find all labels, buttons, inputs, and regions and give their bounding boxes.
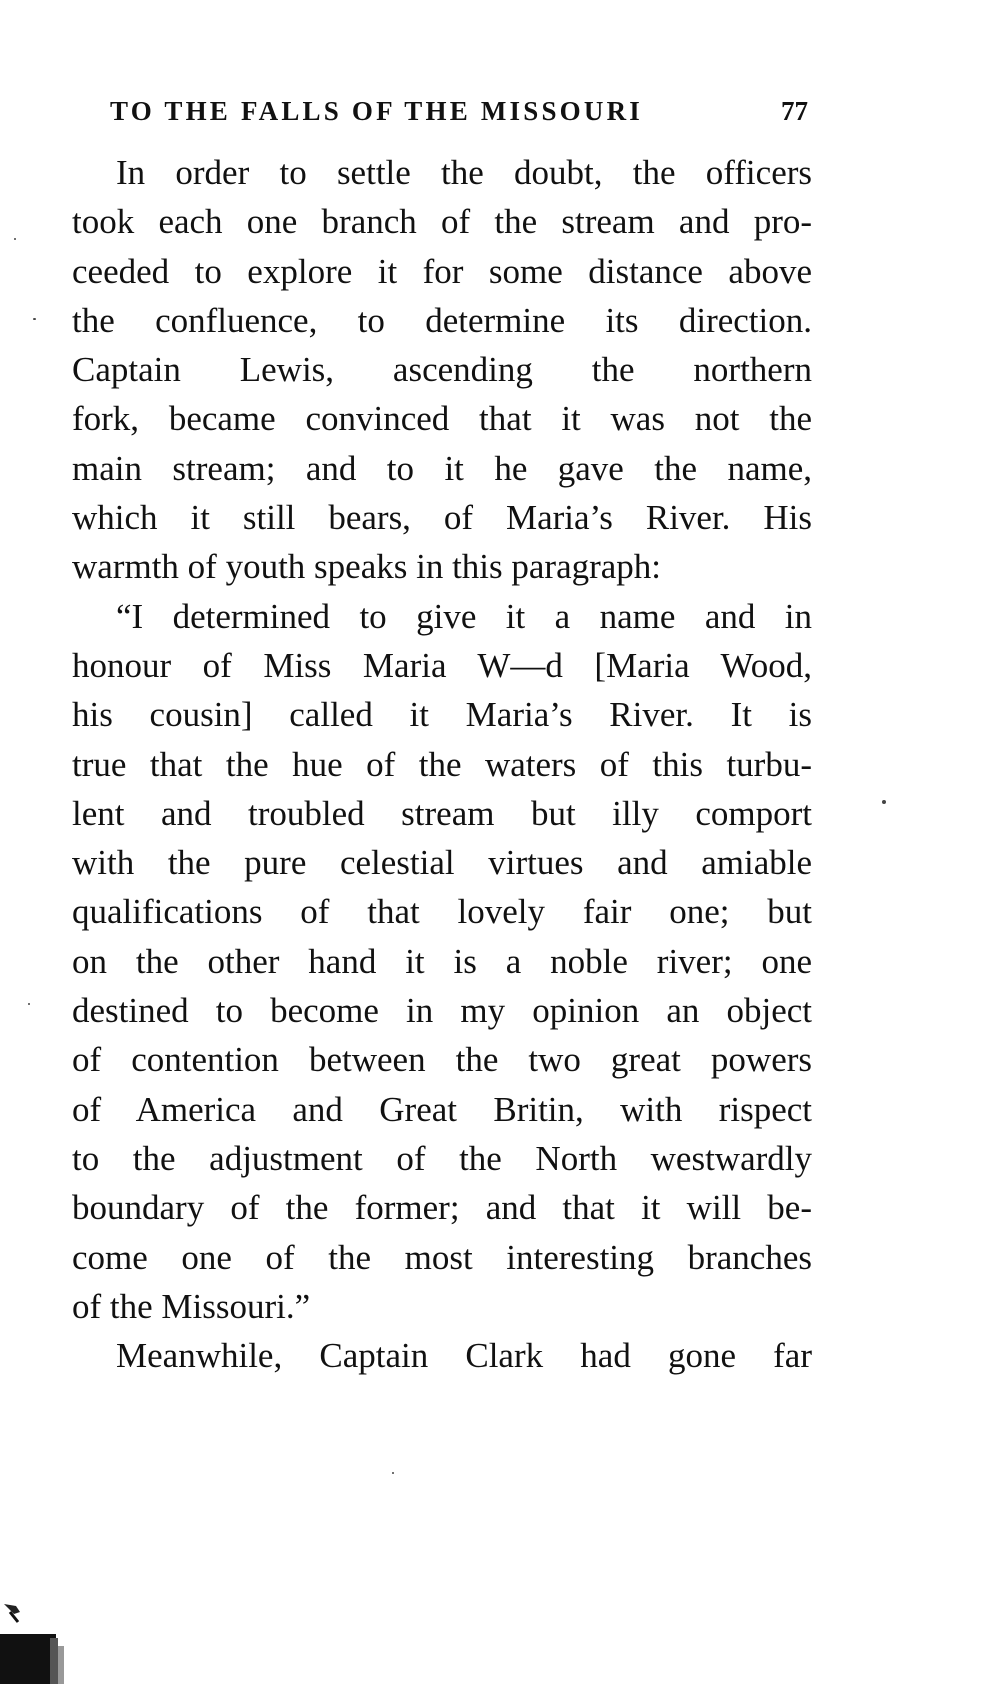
text-line-2: took each one branch of the stream and pro- <box>72 202 812 242</box>
text-line-18: destined to become in my opinion an object <box>72 991 812 1031</box>
body-text <box>72 148 812 1380</box>
text-line-8: which it still bears, of Maria’s River. His <box>72 498 812 538</box>
text-line-12: his cousin] called it Maria’s River. It is <box>72 695 812 735</box>
page-number: 77 <box>781 96 808 126</box>
scan-edge-artifact <box>0 1598 70 1684</box>
text-line-25: Meanwhile, Captain Clark had gone far <box>116 1336 812 1376</box>
text-line-16: qualifications of that lovely fair one; but <box>72 892 812 932</box>
text-line-20: of America and Great Britin, with rispect <box>72 1089 812 1129</box>
text-line-7: main stream; and to it he gave the name, <box>72 448 812 488</box>
scan-speck <box>882 800 886 804</box>
text-line-6: fork, became convinced that it was not the <box>72 399 812 439</box>
text-line-1: In order to settle the doubt, the officers <box>116 153 812 192</box>
text-line-24: of the Missouri.” <box>72 1286 311 1326</box>
text-line-17: on the other hand it is a noble river; one <box>72 941 812 981</box>
text-line-3: ceeded to explore it for some distance above <box>72 251 812 291</box>
text-line-9: warmth of youth speaks in this paragraph: <box>72 547 662 587</box>
text-line-22: boundary of the former; and that it will be- <box>72 1188 812 1228</box>
text-line-10: “I determined to give it a name and in <box>116 596 812 636</box>
scan-speck <box>33 318 36 320</box>
running-head-title: TO THE FALLS OF THE MISSOURI <box>110 96 643 126</box>
text-line-14: lent and troubled stream but illy comport <box>72 793 812 833</box>
scan-speck <box>14 238 16 240</box>
text-line-15: with the pure celestial virtues and amiable <box>72 843 812 883</box>
scan-speck <box>28 1003 30 1005</box>
running-head <box>110 96 810 136</box>
text-line-19: of contention between the two great powers <box>72 1040 812 1080</box>
text-line-23: come one of the most interesting branches <box>72 1237 812 1277</box>
text-line-21: to the adjustment of the North westwardly <box>72 1138 812 1178</box>
text-line-4: the confluence, to determine its direction. <box>72 300 812 340</box>
text-line-5: Captain Lewis, ascending the northern <box>72 350 812 390</box>
text-line-11: honour of Miss Maria W—d [Maria Wood, <box>72 645 812 685</box>
scan-speck <box>392 1472 394 1474</box>
text-line-13: true that the hue of the waters of this turbu- <box>72 744 812 784</box>
